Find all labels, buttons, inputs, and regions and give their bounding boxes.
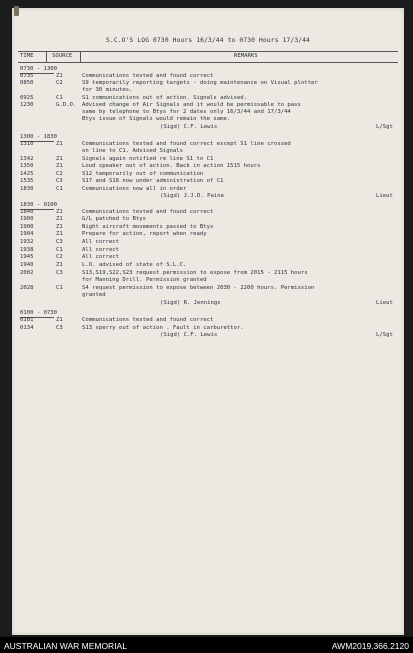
entry-time: 2028 [20, 285, 34, 291]
log-line [20, 124, 400, 131]
entry-remark: S13 sperry out of action . Fault in carburettor. [82, 325, 244, 331]
entry-time: 1900 [20, 216, 34, 222]
entry-remark: Communications tested and found correct [82, 209, 214, 215]
entry-time: 1310 [20, 141, 34, 147]
paper-clip [14, 6, 19, 16]
log-line [20, 277, 400, 284]
entry-source: C2 [56, 254, 63, 260]
entry-remark: All correct [82, 254, 120, 260]
entry-time: 1830 - 0100 [20, 202, 58, 208]
entry-source: G.D.O. [56, 102, 77, 108]
entry-remark: S4 request permission to expose between 2030 - 2200 hours. Permission [82, 285, 315, 291]
footer-credit: AUSTRALIAN WAR MEMORIAL [4, 641, 127, 651]
entry-time: 1425 [20, 171, 34, 177]
entry-remark: Loud speaker out of action. Back in action 1515 hours [82, 163, 261, 169]
log-line [20, 254, 400, 261]
log-line [20, 102, 400, 109]
entry-remark: Communications tested and found correct [82, 73, 214, 79]
log-line [20, 332, 400, 339]
entry-time: 1840 [20, 209, 34, 215]
footer-accession: AWM2019.366.2120 [331, 641, 409, 651]
section-heading [20, 66, 400, 73]
entry-source: C3 [56, 239, 63, 245]
entry-source: C2 [56, 80, 63, 86]
log-line [20, 209, 400, 216]
log-line [20, 156, 400, 163]
entry-remark: All correct [82, 239, 120, 245]
entry-time: 0100 - 0730 [20, 310, 58, 316]
entry-time: 1938 [20, 247, 34, 253]
entry-source: Z1 [56, 209, 63, 215]
entry-remark: S12 temporarily out of communication [82, 171, 204, 177]
entry-source: Z1 [56, 262, 63, 268]
log-line [20, 292, 400, 299]
entry-remark: Night aircraft movements passed to Btys [82, 224, 214, 230]
entry-remark: G/L patched to Btys [82, 216, 146, 222]
entry-remark: S13,S19,S22,S23 request permission to expose from 2015 - 2115 hours [82, 270, 308, 276]
entry-remark: S9 temporarily reporting targets - doing maintenance on Visual plotter [82, 80, 318, 86]
entry-time: 0730 - 1300 [20, 66, 58, 72]
entry-time: 1535 [20, 178, 34, 184]
log-line [20, 300, 400, 307]
signature-rank: L/Sgt [376, 332, 393, 338]
column-divider-source [80, 51, 81, 63]
log-line [20, 186, 400, 193]
entry-time: 1900 [20, 224, 34, 230]
entry-source: C3 [56, 178, 63, 184]
entry-source: C3 [56, 325, 63, 331]
log-title: S.C.O'S LOG 0730 Hours 16/3/44 to 0730 Hours 17/3/44 [105, 37, 311, 44]
entry-source: C1 [56, 285, 63, 291]
entry-remark: S1 communications out of action. Signals advised. [82, 95, 248, 101]
log-line [20, 262, 400, 269]
entry-remark: same by telephone to Btys for 2 dates only 16/3/44 and 17/3/44 [82, 109, 291, 115]
entry-time: 1230 [20, 102, 34, 108]
entry-remark: Communications now all in order [82, 186, 187, 192]
log-line [20, 224, 400, 231]
section-heading [20, 310, 400, 317]
log-line [20, 87, 400, 94]
signature: (Sigd) C.F. Lewis [160, 332, 218, 338]
entry-source: C1 [56, 95, 63, 101]
entry-source: Z1 [56, 141, 63, 147]
signature: (Sigd) C.F. Lewis [160, 124, 218, 130]
entry-remark: Btys issue of Signals would remain the same. [82, 116, 231, 122]
entry-source: Z1 [56, 73, 63, 79]
signature-rank: Lieut [376, 193, 393, 199]
entry-time: 0101 [20, 317, 34, 323]
entry-source: C1 [56, 247, 63, 253]
col-source: SOURCE [52, 53, 73, 59]
entry-source: Z1 [56, 216, 63, 222]
signature: (Sigd) R. Jennings [160, 300, 221, 306]
log-line [20, 317, 400, 324]
entry-time: 0735 [20, 73, 34, 79]
entry-source: C1 [56, 186, 63, 192]
log-line [20, 148, 400, 155]
entry-source: Z1 [56, 163, 63, 169]
log-line [20, 116, 400, 123]
entry-remark: Communications tested and found correct [82, 317, 214, 323]
entry-time: 1300 - 1830 [20, 134, 58, 140]
entry-source: Z1 [56, 224, 63, 230]
log-line [20, 285, 400, 292]
signature-rank: Lieut [376, 300, 393, 306]
col-time: TIME [20, 53, 34, 59]
entry-remark: Advised change of Air Signals and it would be permissable to pass [82, 102, 301, 108]
log-line [20, 109, 400, 116]
entry-time: 0850 [20, 80, 34, 86]
entry-source: C3 [56, 270, 63, 276]
entry-remark: for Manning Drill. Permission granted [82, 277, 207, 283]
log-sheet [12, 8, 404, 635]
entry-remark: All correct [82, 247, 120, 253]
entry-time: 1342 [20, 156, 34, 162]
entry-remark: S17 and S18 now under administration of C1 [82, 178, 224, 184]
header-bottom-rule [18, 62, 398, 63]
log-line [20, 163, 400, 170]
section-heading [20, 202, 400, 209]
footer-bar [0, 637, 413, 653]
log-line [20, 270, 400, 277]
log-line [20, 178, 400, 185]
log-line [20, 73, 400, 80]
entry-remark: on line to C1. Advised Signals [82, 148, 184, 154]
entry-remark: Prepare for action, report when ready [82, 231, 207, 237]
entry-time: 1932 [20, 239, 34, 245]
entry-time: 1350 [20, 163, 34, 169]
entry-time: 0925 [20, 95, 34, 101]
entry-source: C2 [56, 171, 63, 177]
log-line [20, 141, 400, 148]
signature: (Sigd) J.J.D. Paine [160, 193, 224, 199]
entry-time: 1940 [20, 262, 34, 268]
log-line [20, 95, 400, 102]
entry-source: Z1 [56, 156, 63, 162]
log-line [20, 231, 400, 238]
entry-source: Z1 [56, 317, 63, 323]
log-line [20, 193, 400, 200]
entry-remark: granted [82, 292, 106, 298]
signature-rank: L/Sgt [376, 124, 393, 130]
entry-source: Z1 [56, 231, 63, 237]
section-heading [20, 134, 400, 141]
entry-remark: Communications tested and found correct except S1 line crossed [82, 141, 291, 147]
entry-remark: L.O. advised of state of S.L.C. [82, 262, 187, 268]
entry-time: 2002 [20, 270, 34, 276]
column-divider-time [46, 51, 47, 63]
log-line [20, 171, 400, 178]
log-line [20, 239, 400, 246]
header-top-rule [18, 51, 398, 52]
log-line [20, 247, 400, 254]
log-line [20, 80, 400, 87]
entry-time: 1830 [20, 186, 34, 192]
entry-remark: Signals again notified re line S1 to C1 [82, 156, 214, 162]
entry-time: 1904 [20, 231, 34, 237]
entry-remark: for 30 minutes. [82, 87, 133, 93]
log-line [20, 325, 400, 332]
col-remarks: REMARKS [234, 53, 258, 59]
entry-time: 0134 [20, 325, 34, 331]
entry-time: 1945 [20, 254, 34, 260]
log-line [20, 216, 400, 223]
